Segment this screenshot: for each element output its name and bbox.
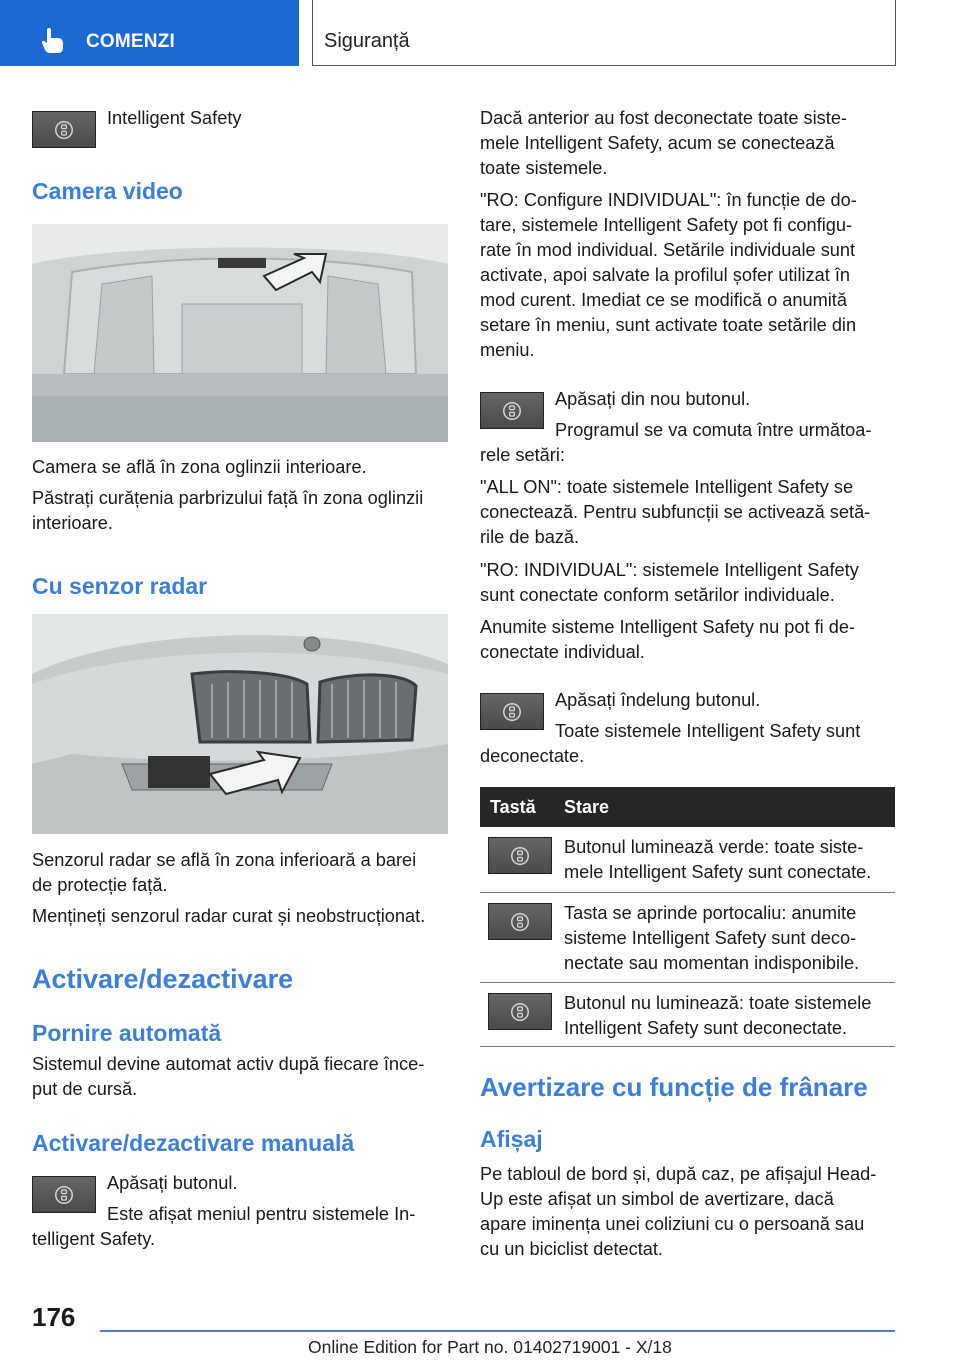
auto-start-line-2: put de cursă. xyxy=(32,1079,138,1099)
right-p2-line-1: "RO: Configure INDIVIDUAL": în funcție de do- xyxy=(480,190,857,210)
footer-edition: Online Edition for Part no. 01402719001 - X/18 xyxy=(308,1337,672,1357)
all-on-line-2: conectează. Pentru subfuncții se activează setă- xyxy=(480,502,871,522)
section-title: Siguranță xyxy=(324,30,410,52)
table-row xyxy=(480,893,895,983)
right-p2-line-4: activate, apoi salvate la profilul șofer utilizat în xyxy=(480,265,851,285)
camera-photo xyxy=(32,224,448,442)
green-button-image xyxy=(488,837,552,874)
display-line-2: Up este afișat un simbol de avertizare, dacă xyxy=(480,1189,834,1209)
intelligent-safety-icon xyxy=(509,1001,531,1023)
right-p1-line-1: Dacă anterior au fost deconectate toate siste- xyxy=(480,108,847,128)
row-2-line-1: Tasta se aprinde portocaliu: anumite xyxy=(564,903,857,923)
intelligent-safety-button-image xyxy=(32,1176,96,1213)
intelligent-safety-button-image xyxy=(32,111,96,148)
chapter-tab[interactable] xyxy=(0,0,299,66)
page-number: 176 xyxy=(32,1302,76,1332)
press-long-text: Apăsați îndelung butonul. xyxy=(555,690,761,710)
table-row xyxy=(480,983,895,1047)
intelligent-safety-button-image xyxy=(480,392,544,429)
camera-location-text: Camera se află în zona oglinzii interioare. xyxy=(32,457,367,477)
some-systems-line-2: conectate individual. xyxy=(480,642,645,662)
intelligent-safety-icon xyxy=(501,400,523,422)
chapter-label: COMENZI xyxy=(86,31,176,52)
display-line-3: apare iminența unei coliziuni cu o persoană sau xyxy=(480,1214,865,1234)
right-p2-line-7: meniu. xyxy=(480,340,535,360)
manual-menu-line-2: telligent Safety. xyxy=(32,1229,156,1249)
camera-heading: Camera video xyxy=(32,178,183,204)
right-p2-line-3: rate în mod individual. Setările individuale sunt xyxy=(480,240,856,260)
auto-start-line-1: Sistemul devine automat activ după fiecare înce- xyxy=(32,1054,425,1074)
ro-individual-line-2: sunt conectate conform setărilor individuale. xyxy=(480,585,835,605)
display-line-1: Pe tabloul de bord și, după caz, pe afișajul Head- xyxy=(480,1164,877,1184)
manual-menu-line-1: Este afișat meniul pentru sistemele In- xyxy=(107,1204,416,1224)
auto-start-heading: Pornire automată xyxy=(32,1020,222,1046)
col-state-header: Stare xyxy=(564,797,610,817)
right-p1-line-3: toate sistemele. xyxy=(480,158,608,178)
footer-divider xyxy=(100,1330,895,1332)
display-heading: Afișaj xyxy=(480,1126,543,1152)
radar-location-line-1: Senzorul radar se află în zona inferioară a barei xyxy=(32,850,417,870)
some-systems-line-1: Anumite sisteme Intelligent Safety nu pot fi de- xyxy=(480,617,856,637)
radar-photo xyxy=(32,614,448,834)
right-p2-line-5: mod curent. Imediat ce se modifică o anumită xyxy=(480,290,847,310)
ro-individual-line-1: "RO: INDIVIDUAL": sistemele Intelligent Safety xyxy=(480,560,859,580)
row-1-line-2: mele Intelligent Safety sunt conectate. xyxy=(564,862,872,882)
all-on-line-3: rile de bază. xyxy=(480,527,580,547)
intro-button-label: Intelligent Safety xyxy=(107,108,242,128)
orange-button-image xyxy=(488,903,552,940)
camera-clean-line-2: interioare. xyxy=(32,513,113,533)
intelligent-safety-button-image xyxy=(480,693,544,730)
camera-clean-line-1: Păstrați curățenia parbrizului față în zona oglinzii xyxy=(32,488,424,508)
manual-heading: Activare/dezactivare manuală xyxy=(32,1130,355,1156)
toggle-line-1: Programul se va comuta între următoa- xyxy=(555,420,872,440)
all-off-line-1: Toate sistemele Intelligent Safety sunt xyxy=(555,721,861,741)
hand-pointer-icon xyxy=(40,26,66,54)
intelligent-safety-icon xyxy=(509,845,531,867)
row-3-line-1: Butonul nu luminează: toate sistemele xyxy=(564,993,872,1013)
all-on-line-1: "ALL ON": toate sistemele Intelligent Safety se xyxy=(480,477,854,497)
brake-warning-heading: Avertizare cu funcție de frânare xyxy=(480,1072,868,1102)
radar-clean-text: Mențineți senzorul radar curat și neobstrucționat. xyxy=(32,906,426,926)
manual-press-text: Apăsați butonul. xyxy=(107,1173,238,1193)
right-p1-line-2: mele Intelligent Safety, acum se conectează xyxy=(480,133,835,153)
col-key-header: Tastă xyxy=(490,797,536,817)
radar-heading: Cu senzor radar xyxy=(32,573,208,599)
row-1-line-1: Butonul luminează verde: toate siste- xyxy=(564,837,864,857)
radar-location-line-2: de protecție față. xyxy=(32,875,168,895)
state-table-header xyxy=(480,787,895,827)
row-2-line-2: sisteme Intelligent Safety sunt deco- xyxy=(564,928,857,948)
table-row xyxy=(480,827,895,893)
display-line-4: cu un biciclist detectat. xyxy=(480,1239,663,1259)
right-p2-line-6: setare în meniu, sunt activate toate setările din xyxy=(480,315,857,335)
row-2-line-3: nectate sau momentan indisponibile. xyxy=(564,953,860,973)
toggle-line-2: rele setări: xyxy=(480,445,565,465)
intelligent-safety-icon xyxy=(53,1184,75,1206)
intelligent-safety-icon xyxy=(53,119,75,141)
right-p2-line-2: tare, sistemele Intelligent Safety pot fi configu- xyxy=(480,215,853,235)
all-off-line-2: deconectate. xyxy=(480,746,585,766)
row-3-line-2: Intelligent Safety sunt deconectate. xyxy=(564,1018,848,1038)
unlit-button-image xyxy=(488,993,552,1030)
press-again-text: Apăsați din nou butonul. xyxy=(555,389,751,409)
intelligent-safety-icon xyxy=(509,911,531,933)
intelligent-safety-icon xyxy=(501,701,523,723)
activation-heading: Activare/dezactivare xyxy=(32,964,294,994)
